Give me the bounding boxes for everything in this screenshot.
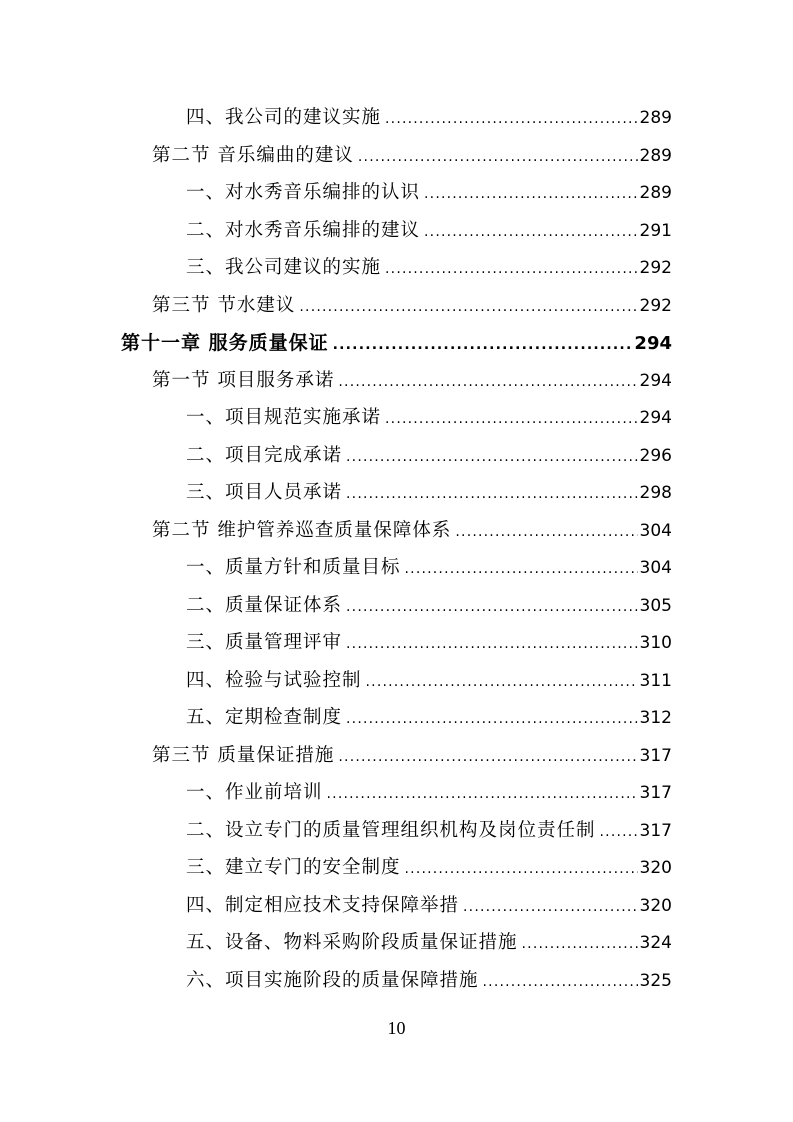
toc-entry-title: 第一节 项目服务承诺 (152, 370, 335, 391)
toc-entry[interactable] (186, 178, 672, 208)
toc-entry-title: 第二节 维护管养巡查质量保障体系 (152, 520, 452, 541)
toc-entry-page: 304 (639, 558, 672, 578)
toc-entry[interactable] (186, 966, 672, 996)
toc-entry[interactable] (152, 741, 672, 771)
toc-entry[interactable] (186, 666, 672, 696)
toc-entry-page: 320 (639, 896, 672, 916)
toc-entry-title: 三、建立专门的安全制度 (186, 857, 401, 878)
toc-entry[interactable] (186, 478, 672, 508)
toc-leader-dots (385, 404, 638, 434)
toc-entry-title: 六、项目实施阶段的质量保障措施 (186, 970, 479, 991)
toc-entry-title: 二、设立专门的质量管理组织机构及岗位责任制 (186, 820, 596, 841)
toc-leader-dots (600, 817, 638, 847)
toc-leader-dots (522, 929, 638, 959)
toc-entry-page: 298 (639, 483, 672, 503)
toc-entry-title: 四、检验与试验控制 (186, 670, 362, 691)
toc-entry[interactable] (186, 816, 672, 846)
toc-entry-page: 289 (639, 183, 672, 203)
toc-entry[interactable] (186, 216, 672, 246)
toc-entry-title: 第三节 节水建议 (152, 295, 296, 316)
toc-leader-dots (385, 104, 638, 134)
toc-entry-page: 289 (639, 108, 672, 128)
toc-entry[interactable] (152, 291, 672, 321)
toc-leader-dots (338, 742, 637, 772)
toc-chapter-entry[interactable] (121, 328, 672, 358)
toc-entry-page: 312 (639, 708, 672, 728)
toc-entry[interactable] (186, 853, 672, 883)
toc-entry-title: 一、作业前培训 (186, 782, 323, 803)
toc-entry-page: 292 (639, 258, 672, 278)
toc-entry-title: 二、质量保证体系 (186, 595, 343, 616)
toc-leader-dots (405, 554, 638, 584)
toc-entry[interactable] (186, 253, 672, 283)
page-number: 10 (387, 1018, 406, 1038)
toc-entry-title: 一、对水秀音乐编排的认识 (186, 182, 421, 203)
toc-entry-page: 289 (639, 146, 672, 166)
toc-entry[interactable] (186, 553, 672, 583)
toc-entry-page: 304 (639, 521, 672, 541)
toc-entry-title: 第十一章 服务质量保证 (121, 332, 329, 354)
toc-entry[interactable] (186, 628, 672, 658)
toc-entry-page: 317 (639, 746, 672, 766)
toc-leader-dots (338, 367, 637, 397)
toc-leader-dots (405, 854, 638, 884)
toc-entry[interactable] (186, 778, 672, 808)
toc-leader-dots (333, 330, 633, 360)
toc-entry-title: 四、我公司的建议实施 (186, 107, 382, 128)
toc-leader-dots (299, 292, 637, 322)
toc-entry-page: 294 (639, 408, 672, 428)
toc-leader-dots (346, 704, 638, 734)
toc-leader-dots (327, 779, 638, 809)
toc-entry-page: 311 (639, 671, 672, 691)
toc-entry[interactable] (152, 366, 672, 396)
toc-leader-dots (424, 179, 638, 209)
toc-entry-title: 五、定期检查制度 (186, 707, 343, 728)
toc-leader-dots (455, 517, 637, 547)
toc-entry-page: 294 (634, 333, 672, 354)
toc-entry-title: 一、质量方针和质量目标 (186, 557, 401, 578)
toc-entry-title: 第二节 音乐编曲的建议 (152, 145, 354, 166)
toc-leader-dots (385, 254, 638, 284)
toc-entry-title: 三、项目人员承诺 (186, 482, 343, 503)
toc-entry-page: 305 (639, 596, 672, 616)
toc-leader-dots (346, 479, 638, 509)
toc-leader-dots (483, 967, 638, 997)
toc-entry-page: 292 (639, 296, 672, 316)
toc-entry[interactable] (186, 891, 672, 921)
toc-entry-page: 310 (639, 633, 672, 653)
toc-entry-page: 294 (639, 371, 672, 391)
toc-leader-dots (424, 217, 638, 247)
toc-entry-title: 二、项目完成承诺 (186, 445, 343, 466)
toc-entry[interactable] (186, 103, 672, 133)
toc-entry-page: 317 (639, 821, 672, 841)
toc-entry[interactable] (186, 928, 672, 958)
toc-entry-page: 325 (639, 971, 672, 991)
toc-entry[interactable] (152, 141, 672, 171)
toc-entry[interactable] (186, 591, 672, 621)
toc-leader-dots (366, 667, 638, 697)
toc-entry-page: 291 (639, 221, 672, 241)
toc-leader-dots (346, 442, 638, 472)
toc-entry-title: 三、我公司建议的实施 (186, 257, 382, 278)
toc-leader-dots (463, 892, 638, 922)
toc-entry-title: 三、质量管理评审 (186, 632, 343, 653)
toc-entry-page: 317 (639, 783, 672, 803)
toc-entry[interactable] (186, 441, 672, 471)
toc-entry-title: 四、制定相应技术支持保障举措 (186, 895, 460, 916)
toc-leader-dots (358, 142, 638, 172)
toc-entry-title: 第三节 质量保证措施 (152, 745, 335, 766)
toc-entry-page: 324 (639, 933, 672, 953)
toc-leader-dots (346, 592, 638, 622)
toc-entry-title: 五、设备、物料采购阶段质量保证措施 (186, 932, 518, 953)
toc-entry[interactable] (152, 516, 672, 546)
toc-entry[interactable] (186, 703, 672, 733)
toc-entry-page: 296 (639, 446, 672, 466)
toc-entry[interactable] (186, 403, 672, 433)
toc-entry-page: 320 (639, 858, 672, 878)
toc-leader-dots (346, 629, 638, 659)
toc-entry-title: 二、对水秀音乐编排的建议 (186, 220, 421, 241)
toc-entry-title: 一、项目规范实施承诺 (186, 407, 382, 428)
